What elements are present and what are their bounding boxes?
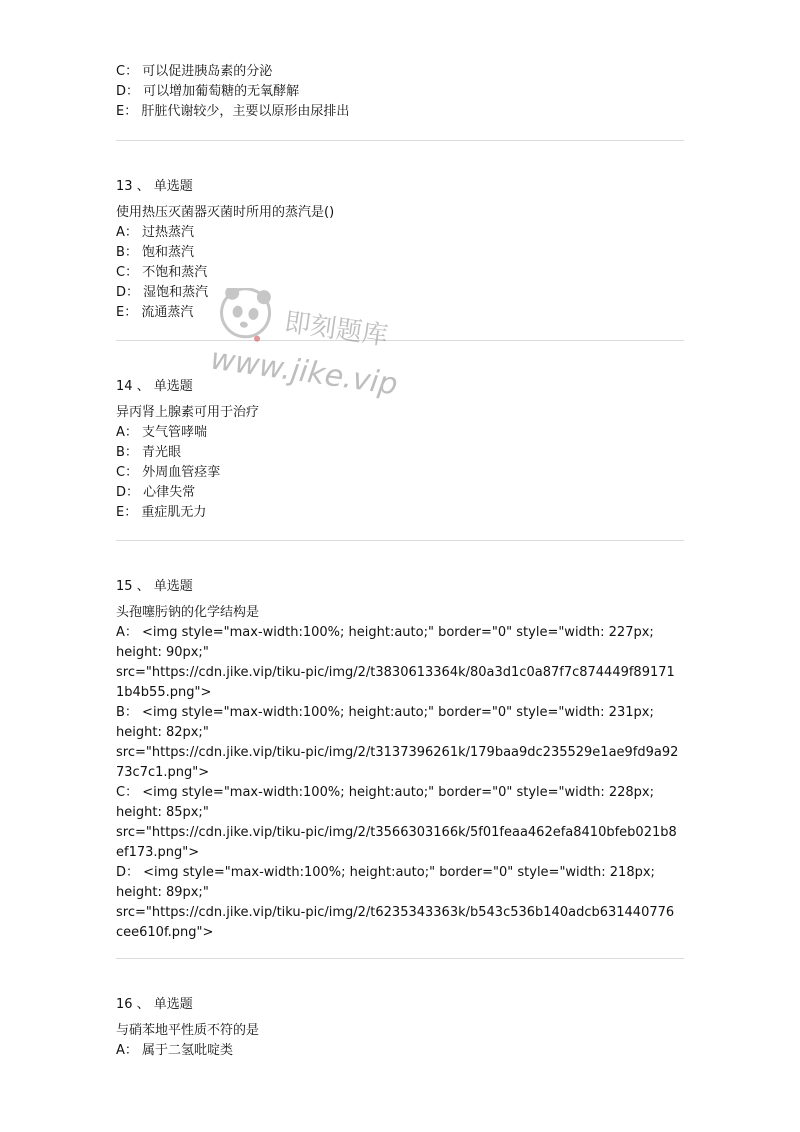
option-d-line: height: 89px;" <box>116 885 209 900</box>
question-stem: 异丙肾上腺素可用于治疗 <box>116 405 260 420</box>
option-a: A： 过热蒸汽 <box>116 225 195 240</box>
option-e: E： 重症肌无力 <box>116 505 207 520</box>
option-a-line: src="https://cdn.jike.vip/tiku-pic/img/2/t3830613364k/80a3d1c0a87f7c874449f89171 <box>116 665 675 680</box>
option-d: D： 心律失常 <box>116 485 196 500</box>
option-c: C： 可以促进胰岛素的分泌 <box>116 64 273 79</box>
question-16 <box>116 995 686 1061</box>
question-13 <box>116 177 686 323</box>
option-c: C： 不饱和蒸汽 <box>116 265 208 280</box>
option-b-line: 73c7c1.png"> <box>116 765 210 780</box>
option-b: B： 青光眼 <box>116 445 182 460</box>
option-d: D： 可以增加葡萄糖的无氧酵解 <box>116 84 300 99</box>
divider <box>116 340 684 341</box>
option-b-line: height: 82px;" <box>116 725 209 740</box>
option-d-line: cee610f.png"> <box>116 925 214 940</box>
question-header: 14 、 单选题 <box>116 379 193 394</box>
option-b-line: src="https://cdn.jike.vip/tiku-pic/img/2/t3137396261k/179baa9dc235529e1ae9fd9a92 <box>116 745 679 760</box>
option-d-line: src="https://cdn.jike.vip/tiku-pic/img/2/t6235343363k/b543c536b140adcb631440776 <box>116 905 675 920</box>
option-c-line: height: 85px;" <box>116 805 209 820</box>
option-c-line: src="https://cdn.jike.vip/tiku-pic/img/2/t3566303166k/5f01feaa462efa8410bfeb021b8 <box>116 825 677 840</box>
question-stem: 头孢噻肟钠的化学结构是 <box>116 605 260 620</box>
option-c-line: ef173.png"> <box>116 845 200 860</box>
question-header: 13 、 单选题 <box>116 179 193 194</box>
option-c-line: C： <img style="max-width:100%; height:auto;" border="0" style="width: 228px; <box>116 785 654 800</box>
question-stem: 使用热压灭菌器灭菌时所用的蒸汽是() <box>116 205 335 220</box>
watermark-brand: 即刻题库 <box>282 307 390 352</box>
option-a: A： 属于二氢吡啶类 <box>116 1043 234 1058</box>
option-a: A： 支气管哮喘 <box>116 425 208 440</box>
divider <box>116 140 684 141</box>
option-e: E： 肝脏代谢较少，主要以原形由尿排出 <box>116 104 350 119</box>
question-header: 16 、 单选题 <box>116 997 193 1012</box>
option-d-line: D： <img style="max-width:100%; height:auto;" border="0" style="width: 218px; <box>116 865 655 880</box>
question-12-options <box>116 62 686 122</box>
option-b: B： 饱和蒸汽 <box>116 245 195 260</box>
question-stem: 与硝苯地平性质不符的是 <box>116 1023 260 1038</box>
option-b-line: B： <img style="max-width:100%; height:auto;" border="0" style="width: 231px; <box>116 705 654 720</box>
question-14 <box>116 377 686 523</box>
watermark-url: www.jike.vip <box>208 341 400 403</box>
option-c: C： 外周血管痉挛 <box>116 465 221 480</box>
divider <box>116 540 684 541</box>
question-15 <box>116 577 686 943</box>
option-a-line: A： <img style="max-width:100%; height:auto;" border="0" style="width: 227px; <box>116 625 654 640</box>
question-header: 15 、 单选题 <box>116 579 193 594</box>
option-d: D： 湿饱和蒸汽 <box>116 285 209 300</box>
option-a-line: height: 90px;" <box>116 645 209 660</box>
divider <box>116 958 684 959</box>
option-a-line: 1b4b55.png"> <box>116 685 212 700</box>
option-e: E： 流通蒸汽 <box>116 305 194 320</box>
